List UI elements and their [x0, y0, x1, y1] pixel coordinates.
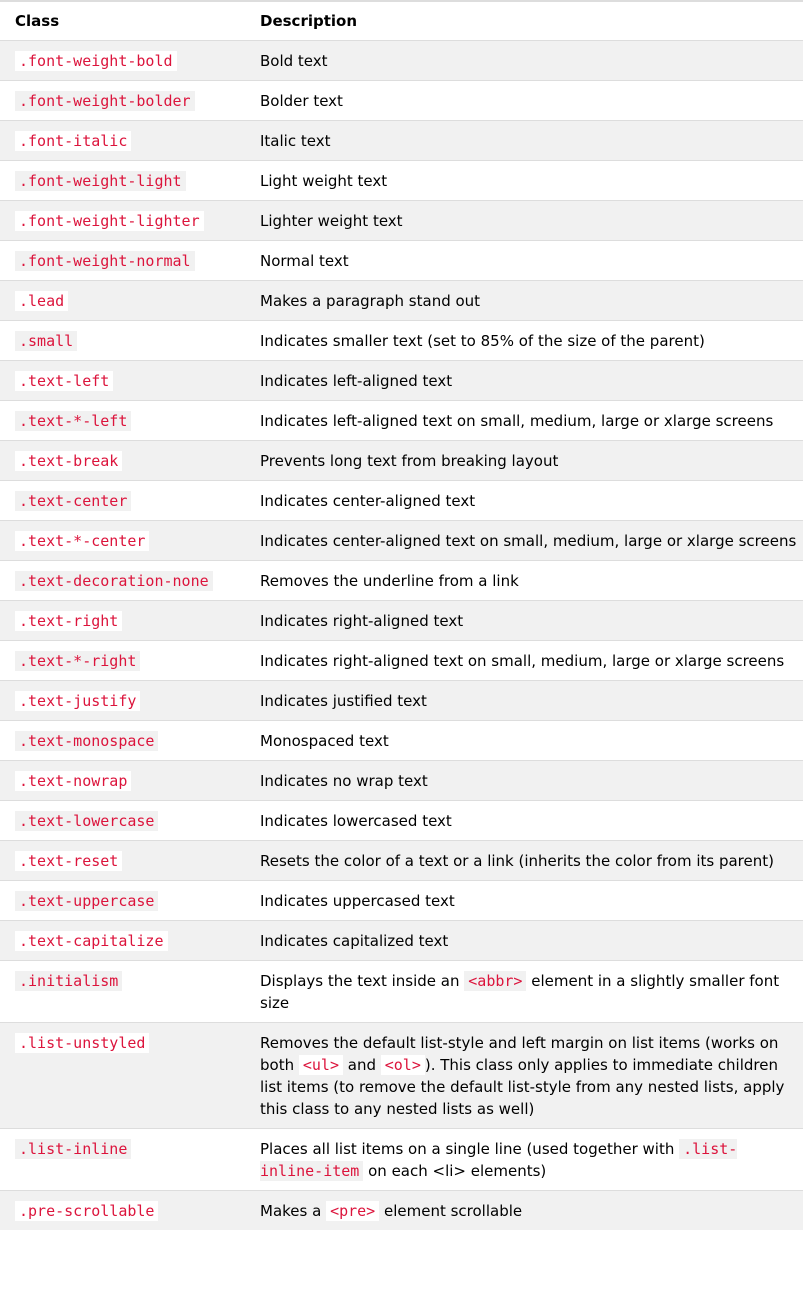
- description-cell: [246, 681, 803, 721]
- description-cell: [246, 281, 803, 321]
- description-cell: [246, 961, 803, 1023]
- class-cell: [0, 361, 246, 401]
- class-name-code: .font-weight-light: [15, 171, 186, 191]
- description-text: Makes a paragraph stand out: [260, 292, 481, 310]
- header-class: Class: [15, 12, 60, 30]
- description-cell: [246, 601, 803, 641]
- class-cell: [0, 681, 246, 721]
- description-cell: [246, 241, 803, 281]
- table-row: [0, 241, 803, 281]
- description-text: Indicates right-aligned text: [260, 612, 464, 630]
- description-cell: [246, 561, 803, 601]
- description-text: Removes the default list-style and left margin on list items (works on both: [260, 1034, 779, 1074]
- table-row: [0, 601, 803, 641]
- description-text: Prevents long text from breaking layout: [260, 452, 559, 470]
- description-text: Indicates right-aligned text on small, medium, large or xlarge screens: [260, 652, 785, 670]
- description-text: Indicates uppercased text: [260, 892, 455, 910]
- class-name-code: .text-*-right: [15, 651, 140, 671]
- description-cell: [246, 361, 803, 401]
- table-row: [0, 761, 803, 801]
- class-cell: [0, 1191, 246, 1231]
- table-row: [0, 921, 803, 961]
- description-cell: [246, 401, 803, 441]
- class-cell: [0, 401, 246, 441]
- class-name-code: .list-inline: [15, 1139, 131, 1159]
- description-cell: [246, 761, 803, 801]
- table-row: [0, 681, 803, 721]
- class-name-code: .initialism: [15, 971, 122, 991]
- description-text: Removes the underline from a link: [260, 572, 519, 590]
- table-row: [0, 361, 803, 401]
- description-cell: [246, 441, 803, 481]
- table-row: [0, 561, 803, 601]
- class-name-code: .text-*-left: [15, 411, 131, 431]
- inline-code: <abbr>: [464, 971, 526, 991]
- class-cell: [0, 921, 246, 961]
- table-row: [0, 441, 803, 481]
- class-cell: [0, 841, 246, 881]
- description-text: Bolder text: [260, 92, 343, 110]
- class-cell: [0, 81, 246, 121]
- table-row: [0, 481, 803, 521]
- description-text: Makes a: [260, 1202, 327, 1220]
- class-name-code: .list-unstyled: [15, 1033, 149, 1053]
- inline-code: <ul>: [299, 1055, 343, 1075]
- description-cell: [246, 121, 803, 161]
- description-text: on each <li> elements): [363, 1162, 547, 1180]
- description-cell: [246, 161, 803, 201]
- class-name-code: .text-capitalize: [15, 931, 168, 951]
- table-row: [0, 801, 803, 841]
- table-row: [0, 1129, 803, 1191]
- table-row: [0, 161, 803, 201]
- table-row: [0, 641, 803, 681]
- description-cell: [246, 321, 803, 361]
- table-body: [0, 41, 803, 1231]
- table-row: [0, 1023, 803, 1129]
- class-cell: [0, 281, 246, 321]
- description-text: Indicates smaller text (set to 85% of the size of the parent): [260, 332, 705, 350]
- class-cell: [0, 801, 246, 841]
- description-cell: [246, 801, 803, 841]
- class-name-code: .text-left: [15, 371, 113, 391]
- description-cell: [246, 81, 803, 121]
- class-cell: [0, 321, 246, 361]
- table-row: [0, 201, 803, 241]
- class-cell: [0, 961, 246, 1023]
- description-cell: [246, 881, 803, 921]
- table-header-row: [0, 1, 803, 41]
- class-name-code: .font-weight-bold: [15, 51, 177, 71]
- description-text: Indicates justified text: [260, 692, 427, 710]
- class-cell: [0, 721, 246, 761]
- class-cell: [0, 121, 246, 161]
- class-name-code: .text-monospace: [15, 731, 158, 751]
- table-row: [0, 121, 803, 161]
- class-cell: [0, 1129, 246, 1191]
- class-cell: [0, 241, 246, 281]
- class-name-code: .lead: [15, 291, 68, 311]
- table-row: [0, 521, 803, 561]
- class-cell: [0, 521, 246, 561]
- description-text: Resets the color of a text or a link (inherits the color from its parent): [260, 852, 774, 870]
- table-row: [0, 1191, 803, 1231]
- class-cell: [0, 161, 246, 201]
- header-description: Description: [260, 12, 358, 30]
- description-cell: [246, 641, 803, 681]
- description-text: and: [342, 1056, 381, 1074]
- table-row: [0, 281, 803, 321]
- inline-code: <pre>: [326, 1201, 379, 1221]
- class-name-code: .text-lowercase: [15, 811, 158, 831]
- class-cell: [0, 761, 246, 801]
- description-cell: [246, 41, 803, 81]
- class-name-code: .text-reset: [15, 851, 122, 871]
- class-cell: [0, 641, 246, 681]
- class-cell: [0, 1023, 246, 1129]
- class-name-code: .pre-scrollable: [15, 1201, 158, 1221]
- description-text: Indicates lowercased text: [260, 812, 452, 830]
- description-text: Indicates left-aligned text on small, medium, large or xlarge screens: [260, 412, 774, 430]
- description-cell: [246, 921, 803, 961]
- class-name-code: .text-justify: [15, 691, 140, 711]
- description-text: Displays the text inside an: [260, 972, 465, 990]
- class-cell: [0, 441, 246, 481]
- class-name-code: .font-italic: [15, 131, 131, 151]
- description-text: Italic text: [260, 132, 331, 150]
- table-row: [0, 721, 803, 761]
- description-cell: [246, 521, 803, 561]
- table-row: [0, 41, 803, 81]
- class-cell: [0, 601, 246, 641]
- description-cell: [246, 721, 803, 761]
- description-text: element scrollable: [379, 1202, 523, 1220]
- table-row: [0, 81, 803, 121]
- description-cell: [246, 841, 803, 881]
- class-cell: [0, 201, 246, 241]
- description-text: Indicates left-aligned text: [260, 372, 453, 390]
- description-text: Normal text: [260, 252, 349, 270]
- class-name-code: .text-nowrap: [15, 771, 131, 791]
- class-name-code: .text-right: [15, 611, 122, 631]
- description-text: Indicates no wrap text: [260, 772, 428, 790]
- inline-code: .list-inline-item: [260, 1140, 738, 1180]
- description-cell: [246, 1129, 803, 1191]
- description-text: Bold text: [260, 52, 328, 70]
- table-row: [0, 401, 803, 441]
- class-name-code: .font-weight-bolder: [15, 91, 195, 111]
- description-text: element in a slightly smaller font size: [260, 972, 780, 1012]
- table-row: [0, 841, 803, 881]
- description-text: Places all list items on a single line (used together with: [260, 1140, 680, 1158]
- class-name-code: .small: [15, 331, 77, 351]
- description-text: Indicates capitalized text: [260, 932, 449, 950]
- description-text: Monospaced text: [260, 732, 389, 750]
- table-row: [0, 321, 803, 361]
- description-text: Indicates center-aligned text on small, medium, large or xlarge screens: [260, 532, 797, 550]
- table-row: [0, 961, 803, 1023]
- class-name-code: .text-break: [15, 451, 122, 471]
- class-name-code: .text-center: [15, 491, 131, 511]
- class-name-code: .text-decoration-none: [15, 571, 213, 591]
- description-cell: [246, 481, 803, 521]
- class-cell: [0, 881, 246, 921]
- description-cell: [246, 201, 803, 241]
- class-cell: [0, 561, 246, 601]
- class-name-code: .text-*-center: [15, 531, 149, 551]
- class-cell: [0, 481, 246, 521]
- class-cell: [0, 41, 246, 81]
- description-cell: [246, 1023, 803, 1129]
- description-text: ). This class only applies to immediate children list items (to remove the default list-style from any nested lists, apply this class to any nested lists as well): [260, 1056, 785, 1118]
- class-name-code: .font-weight-lighter: [15, 211, 204, 231]
- inline-code: <ol>: [381, 1055, 425, 1075]
- description-cell: [246, 1191, 803, 1231]
- description-text: Indicates center-aligned text: [260, 492, 476, 510]
- table-row: [0, 881, 803, 921]
- description-text: Lighter weight text: [260, 212, 403, 230]
- class-name-code: .text-uppercase: [15, 891, 158, 911]
- class-name-code: .font-weight-normal: [15, 251, 195, 271]
- description-text: Light weight text: [260, 172, 388, 190]
